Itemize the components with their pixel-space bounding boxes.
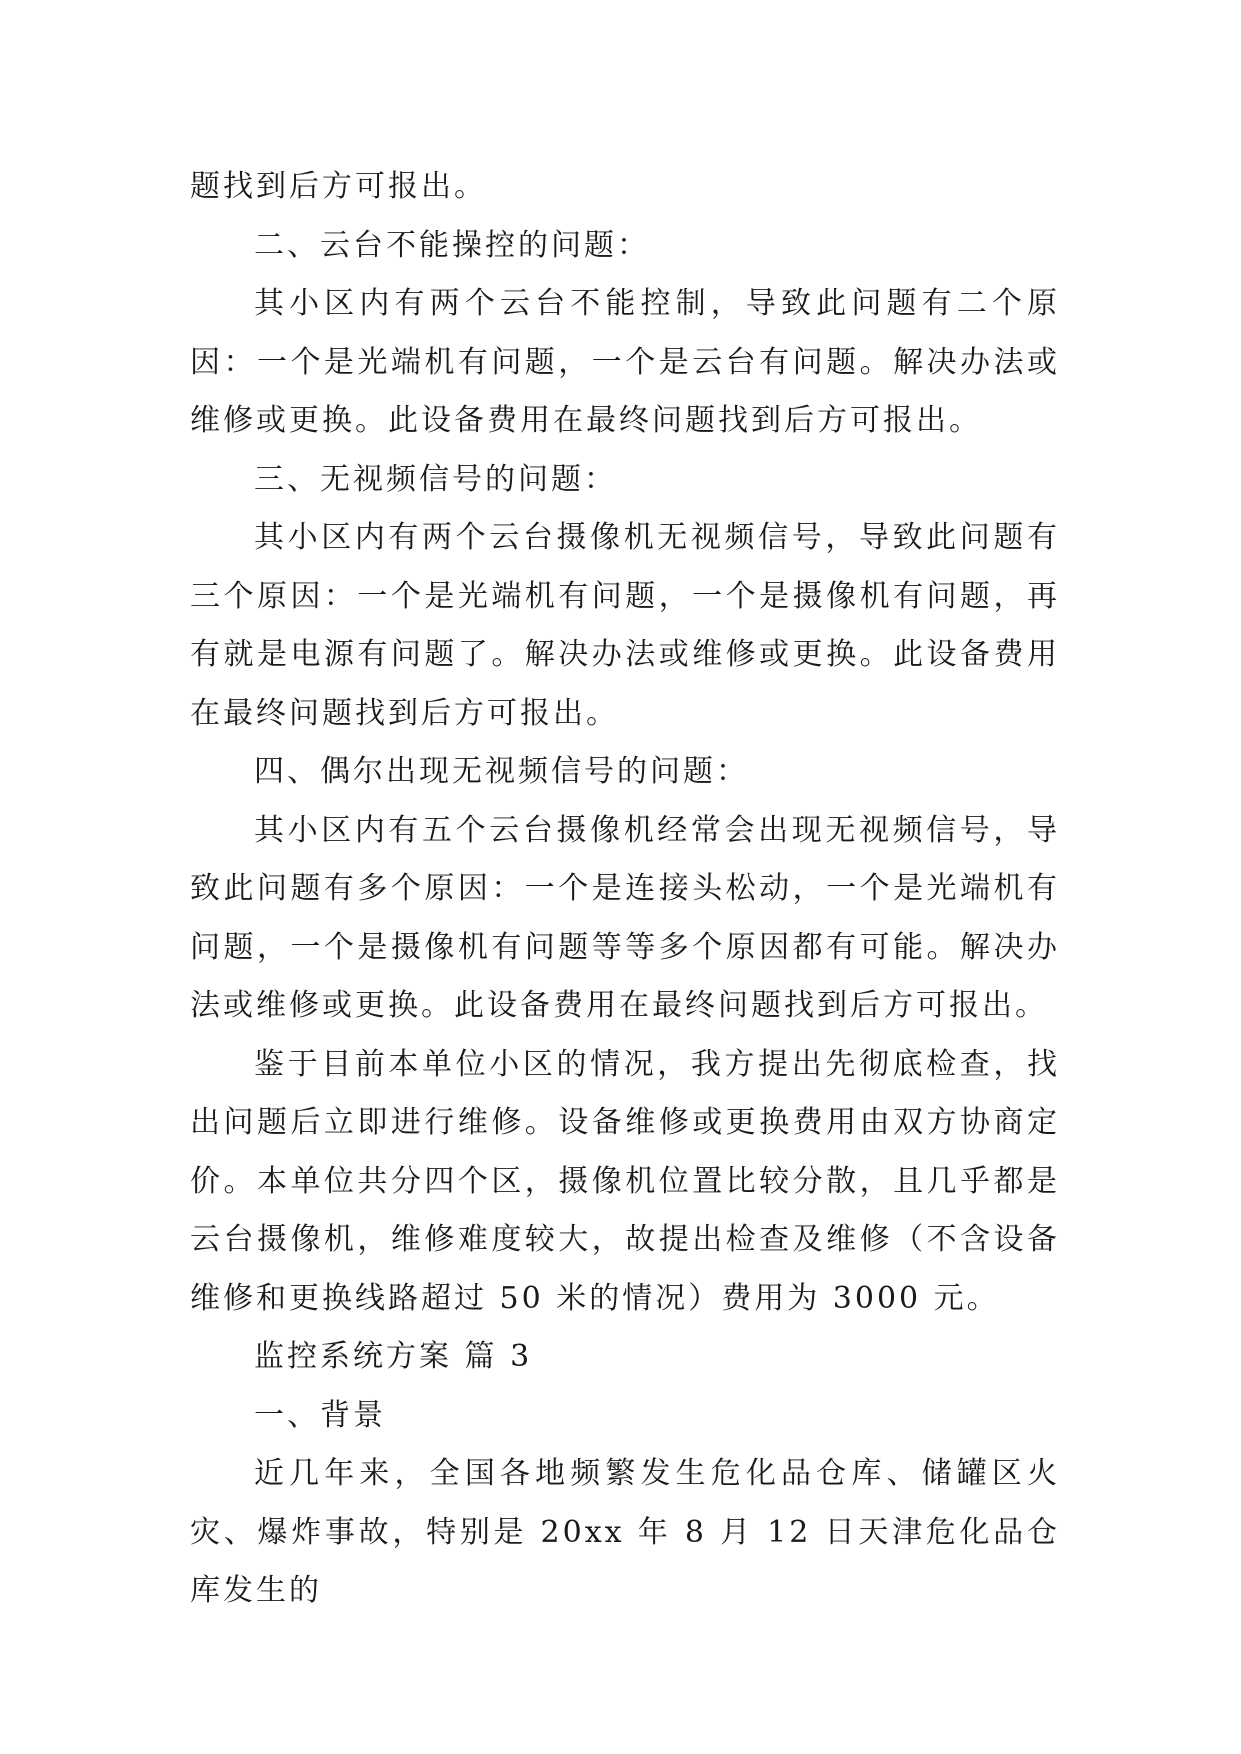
paragraph: 近几年来，全国各地频繁发生危化品仓库、储罐区火灾、爆炸事故，特别是 20xx 年 8 月 12 日天津危化品仓库发生的 bbox=[190, 1456, 1060, 1608]
paragraph: 其小区内有五个云台摄像机经常会出现无视频信号，导致此问题有多个原因：一个是连接头松动，一个是光端机有问题，一个是摄像机有问题等等多个原因都有可能。解决办法或维修或更换。此设备费用在最终问题找到后方可报出。 bbox=[190, 812, 1060, 1023]
section-heading: 四、偶尔出现无视频信号的问题： bbox=[254, 754, 749, 789]
section-heading: 监控系统方案 篇 3 bbox=[254, 1339, 533, 1374]
paragraph: 其小区内有两个云台摄像机无视频信号，导致此问题有三个原因：一个是光端机有问题，一个是摄像机有问题，再有就是电源有问题了。解决办法或维修或更换。此设备费用在最终问题找到后方可报出。 bbox=[190, 520, 1060, 731]
section-heading: 一、背景 bbox=[254, 1397, 386, 1433]
paragraph: 其小区内有两个云台不能控制，导致此问题有二个原因：一个是光端机有问题，一个是云台有问题。解决办法或维修或更换。此设备费用在最终问题找到后方可报出。 bbox=[190, 286, 1060, 438]
paragraph: 鉴于目前本单位小区的情况，我方提出先彻底检查，找出问题后立即进行维修。设备维修或更换费用由双方协商定价。本单位共分四个区，摄像机位置比较分散，且几乎都是云台摄像机，维修难度较大，故提出检查及维修（不含设备维修和更换线路超过 50 米的情况）费用为 3000 元。 bbox=[190, 1046, 1060, 1316]
section-heading: 三、无视频信号的问题： bbox=[254, 461, 617, 497]
section-heading: 二、云台不能操控的问题： bbox=[254, 227, 650, 263]
paragraph: 题找到后方可报出。 bbox=[190, 169, 487, 204]
document-body bbox=[190, 158, 1060, 1621]
